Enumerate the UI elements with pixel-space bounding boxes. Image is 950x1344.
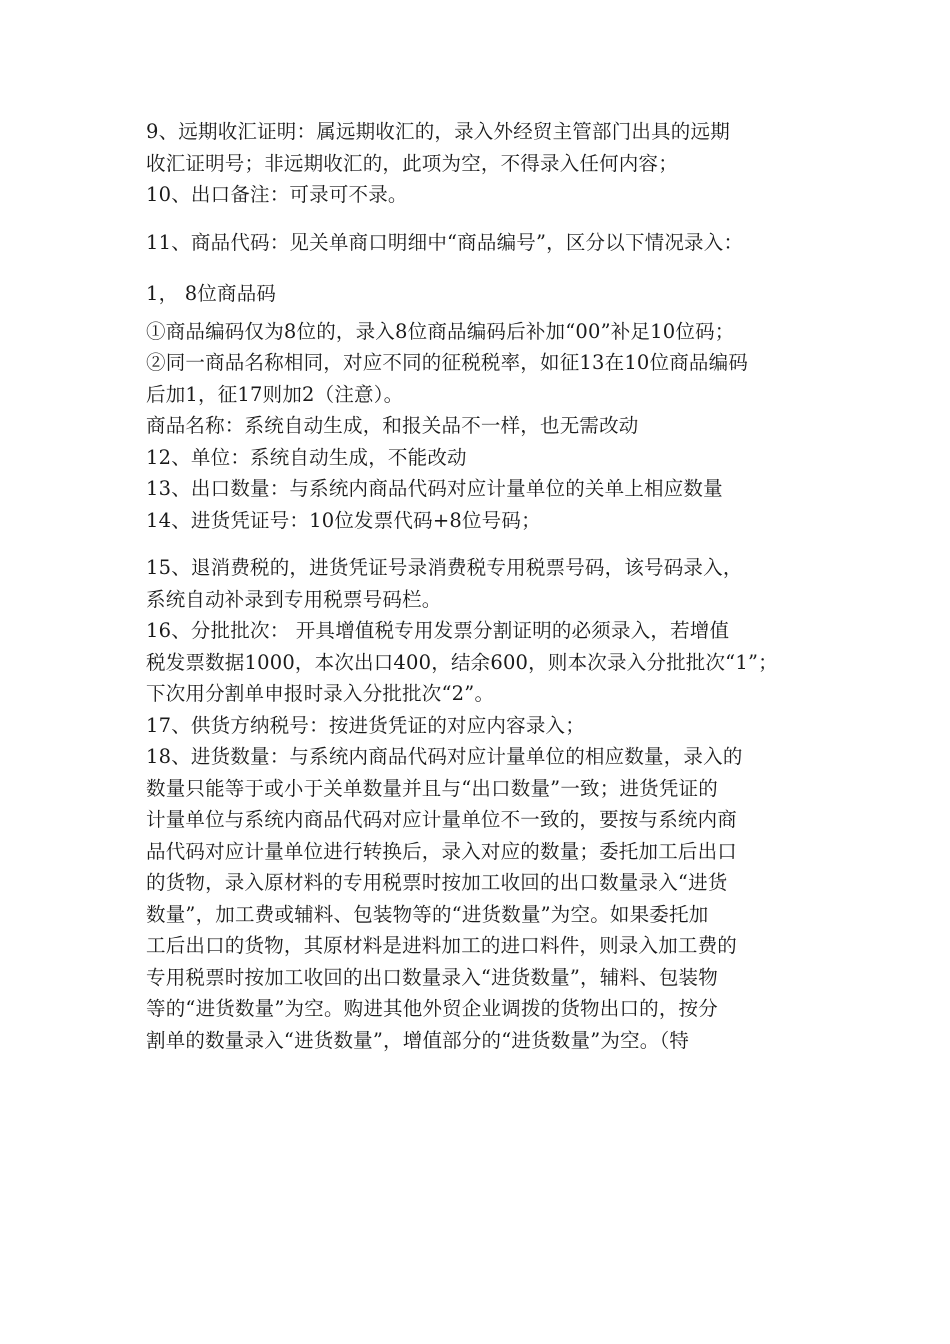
text-line: 10、出口备注：可录可不录。 [146,183,408,206]
text-line: 的货物，录入原材料的专用税票时按加工收回的出口数量录入“进货 [146,871,728,894]
text-line: 9、远期收汇证明：属远期收汇的，录入外经贸主管部门出具的远期 [146,120,730,143]
text-line: 11、商品代码：见关单商口明细中“商品编号”，区分以下情况录入： [146,230,744,254]
text-line: 17、供货方纳税号：按进货凭证的对应内容录入； [146,713,585,737]
text-line: 15、退消费税的，进货凭证号录消费税专用税票号码，该号码录入， [146,556,743,579]
text-line: 14、进货凭证号：10位发票代码+8位号码； [146,508,541,532]
text-line: 下次用分割单申报时录入分批批次“2”。 [146,682,495,705]
text-line: 后加1，征17则加2（注意）。 [146,382,404,406]
text-line: 18、进货数量：与系统内商品代码对应计量单位的相应数量，录入的 [146,745,743,768]
text-line: 专用税票时按加工收回的出口数量录入“进货数量”，辅料、包装物 [146,965,718,989]
text-line: 工后出口的货物，其原材料是进料加工的进口料件，则录入加工费的 [146,934,738,957]
text-line: 割单的数量录入“进货数量”，增值部分的“进货数量”为空。（特 [146,1028,690,1052]
text-line: 等的“进货数量”为空。购进其他外贸企业调拨的货物出口的，按分 [146,997,718,1020]
text-line: 13、出口数量：与系统内商品代码对应计量单位的关单上相应数量 [146,477,723,500]
text-line: 数量”，加工费或辅料、包装物等的“进货数量”为空。如果委托加 [146,902,709,926]
text-line: 计量单位与系统内商品代码对应计量单位不一致的，要按与系统内商 [146,808,738,831]
text-line: ②同一商品名称相同，对应不同的征税税率，如征13在10位商品编码 [146,351,749,374]
text-line: 税发票数据1000，本次出口400，结余600，则本次录入分批批次“1”； [146,650,778,674]
document-body [146,116,816,1056]
text-line: 数量只能等于或小于关单数量并且与“出口数量”一致；进货凭证的 [146,776,718,800]
text-line: 12、单位：系统自动生成，不能改动 [146,445,467,469]
text-line: 系统自动补录到专用税票号码栏。 [146,587,442,611]
text-line: 商品名称：系统自动生成，和报关品不一样，也无需改动 [146,414,639,437]
text-line: 1， 8位商品码 [146,282,277,305]
text-line: 16、分批批次： 开具增值税专用发票分割证明的必须录入，若增值 [146,619,730,642]
text-line: ①商品编码仅为8位的，录入8位商品编码后补加“00”补足10位码； [146,319,735,343]
text-line: 品代码对应计量单位进行转换后，录入对应的数量；委托加工后出口 [146,839,738,863]
text-line: 收汇证明号；非远期收汇的，此项为空，不得录入任何内容； [146,151,678,175]
